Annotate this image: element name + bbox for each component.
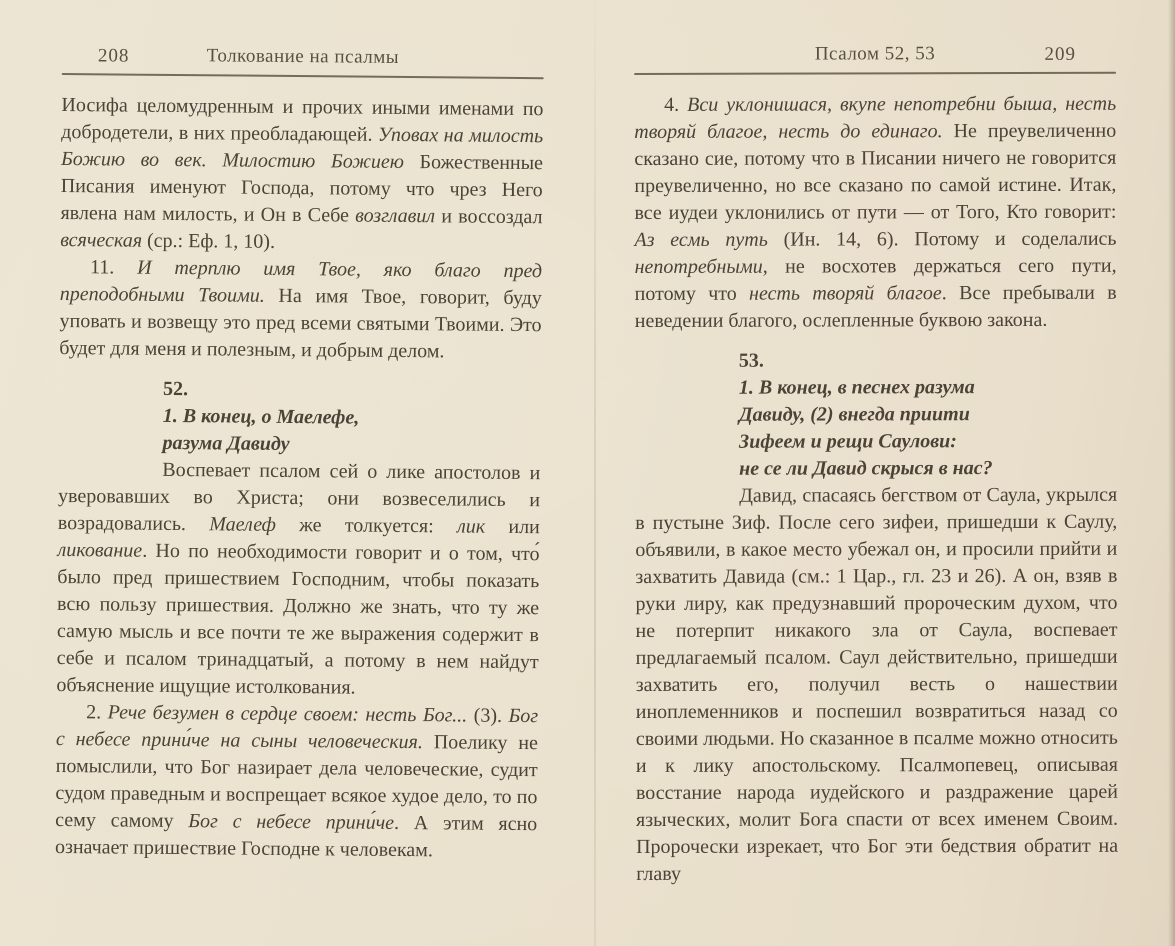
- scripture-quote-text: Маелеф: [209, 513, 300, 537]
- psalm-number-heading: 53.: [738, 349, 764, 372]
- page-gutter-shadow: [594, 0, 596, 946]
- commentary-text: Не преувеличенно сказано сие, потому что в Писании ничего не говорится преувеличенно, но все сказано по самой истине. Итак, все иудеи уклонились от пути — от Того, Кто говорит:: [634, 119, 1117, 224]
- page-right: [634, 43, 1118, 888]
- scripture-quote-text: непотребными: [634, 255, 763, 278]
- psalm-number-heading: 52.: [162, 377, 189, 401]
- paragraph: [635, 482, 1118, 888]
- header-rule-right: [634, 72, 1116, 75]
- scripture-quote-text: несть творяй благое: [749, 282, 942, 305]
- commentary-text: . А этим ясно означает пришествие Господне к человекам.: [54, 811, 538, 862]
- scripture-quote-text: Бог с небесе прини́че: [188, 810, 395, 834]
- paragraph: [59, 254, 542, 366]
- paragraph: [634, 91, 1117, 335]
- page-number-left: 208: [97, 45, 130, 67]
- commentary-text: (Ин. 14, 6). Потому и соделались: [783, 227, 1117, 251]
- scripture-quote-text: Аз есмь путь: [634, 228, 784, 251]
- paragraph: [56, 456, 540, 703]
- scripture-quote-text: лик: [456, 515, 509, 538]
- commentary-text: Иосифа целомудренным и прочих иными именами по добродетели, в них преобладающей.: [61, 93, 544, 146]
- paragraph: [55, 699, 538, 865]
- psalm-inscription: [739, 374, 1117, 483]
- commentary-text: Поелику не помыслили, что Бог назирает дела человеческие, судит судом праведным и воспрещает всякое худое дело, то по сему самому: [55, 731, 539, 833]
- page-number-right: 209: [1044, 43, 1077, 65]
- running-head-title-left: Толкование на псалмы: [206, 45, 400, 68]
- page-body-left: [55, 92, 544, 865]
- paragraph: [60, 92, 543, 258]
- inscription-line: Зифеем и рещи Саулови:: [739, 430, 957, 453]
- inscription-line: Давиду, (2) внегда приити: [738, 403, 970, 426]
- commentary-text: (3).: [473, 704, 509, 727]
- page-body-right: [634, 91, 1118, 888]
- inscription-line: разума Давиду: [162, 431, 290, 456]
- inscription-line: не се ли Давид скрыся в нас?: [739, 457, 993, 480]
- commentary-text: 2.: [86, 701, 108, 724]
- commentary-text: . Но по необходимости говорит и о том, что́ было пред пришествием Господним, чтобы показать всю пользу пришествия. Должно же знать, что ту же самую мысль и все почти те же выражения содержит в себе и псалом тринадцатый, а потому в нем найдут объяснение ищущие истолкования.: [56, 539, 540, 699]
- inscription-line: 1. В конец, о Маелефе,: [162, 404, 360, 429]
- commentary-text: Божественные Писания именуют Господа, потому что чрез Него явлена нам милость, и Он в Себе: [60, 151, 544, 227]
- scripture-quote-text: Бог с небесе прини́че на сыны человеческия.: [55, 704, 539, 754]
- commentary-text: Давид, спасаясь бегством от Саула, укрылся в пустыне Зиф. После сего зифеи, пришедши к Саулу, объявили, в какое место убежал он, и просили прийти и захватить Давида (см.: 1 Цар., гл. 23 и 26). А он, взяв в руки лиру, как предузнавший пророческим духом, что не потерпит никакого зла от Саула, воспевает предлагаемый псалом. Саул действительно, пришедши захватить его, получил весть о нашествии иноплеменников и поспешил возвратиться назад со своими людьми. Но сказанное в псалме можно относить и к лику апостольскому. Псалмопевец, описывая восстание народа иудейского и раздражение царей языческих, молит Бога спасти от всех именем Своим. Пророчески изрекает, что Бог эти бедствия обратит на главу: [635, 483, 1119, 885]
- running-head-title-right: Псалом 52, 53: [814, 43, 936, 65]
- inscription-line: 1. В конец, в песнех разума: [738, 376, 975, 399]
- page-edge-shadow: [1168, 0, 1175, 946]
- scripture-quote-text: Рече безумен в сердце своем: несть Бог...: [107, 701, 474, 727]
- commentary-text: же толкуется:: [299, 514, 458, 538]
- commentary-text: На имя Твое, говорит, буду уповать и возвещу это пред всеми святыми Твоими. Это будет для меня и полезным, и добрым делом.: [59, 284, 542, 363]
- page-left: [55, 44, 544, 865]
- commentary-text: . Все пребывали в неведении благого, ослепленные буквою закона.: [634, 281, 1117, 332]
- commentary-text: или: [508, 515, 540, 539]
- scripture-quote-text: Вси уклонишася, вкупе непотребни быша, несть творяй благое, несть до единаго.: [634, 92, 1117, 143]
- commentary-text: и воссоздал: [441, 205, 543, 229]
- psalm-inscription: [162, 403, 540, 460]
- commentary-text: (ср.: Еф. 1, 10).: [146, 229, 276, 253]
- commentary-text: , не восхотев держаться сего пути, потому что: [634, 254, 1117, 305]
- running-head-left: [62, 44, 544, 75]
- commentary-text: 4.: [664, 93, 688, 116]
- scripture-quote-text: ликование: [57, 538, 143, 562]
- commentary-text: 11.: [89, 256, 138, 279]
- scripture-quote-text: Уповах на милость Божию во век. Милостию Божиею: [60, 123, 544, 174]
- scripture-quote-text: И терплю имя Твое, яко благо пред преподобными Твоими.: [59, 256, 543, 307]
- scripture-quote-text: возглавил: [355, 204, 442, 228]
- commentary-text: Воспевает псалом сей о лике апостолов и уверовавших во Христа; они возвеселились и возрадовались.: [57, 458, 541, 536]
- running-head-right: [634, 43, 1116, 71]
- scripture-quote-text: всяческая: [60, 228, 148, 252]
